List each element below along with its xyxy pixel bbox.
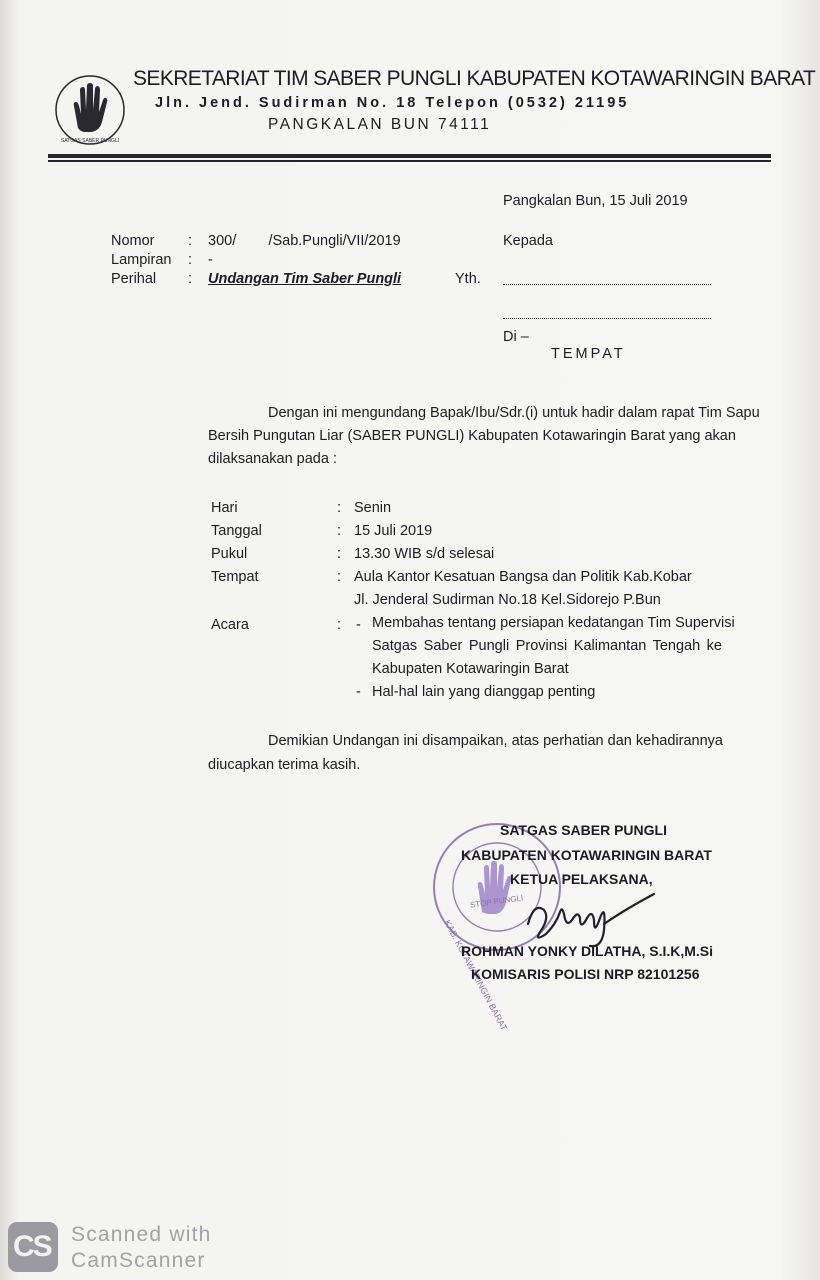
camscanner-logo-text: CS <box>13 1230 51 1263</box>
perihal-value: Undangan Tim Saber Pungli <box>208 271 402 287</box>
acara-colon: : <box>337 617 342 633</box>
stamp-text: KAB. KOTAWARINGIN BARAT <box>442 918 510 1033</box>
nomor-value: 300/ /Sab.Pungli/VII/2019 <box>208 233 401 249</box>
watermark-line-2: CamScanner <box>71 1249 206 1272</box>
camscanner-logo-icon <box>8 1222 58 1272</box>
tempat-label: Tempat <box>211 569 259 585</box>
letterhead-address: Jln. Jend. Sudirman No. 18 Telepon (0532) 21195 <box>155 95 630 111</box>
intro-line-3: dilaksanakan pada : <box>208 451 337 467</box>
hari-colon: : <box>337 500 342 516</box>
pukul-label: Pukul <box>211 546 248 562</box>
saber-pungli-logo-icon <box>52 72 128 148</box>
letterhead-title: SEKRETARIAT TIM SABER PUNGLI KABUPATEN KOTAWARINGIN BARAT <box>133 67 816 90</box>
acara-item1-line-3: Kabupaten Kotawaringin Barat <box>372 661 569 677</box>
intro-line-2: Bersih Pungutan Liar (SABER PUNGLI) Kabupaten Kotawaringin Barat yang akan <box>208 428 736 444</box>
perihal-colon: : <box>188 271 193 287</box>
kepada-label: Kepada <box>503 233 553 249</box>
acara-label: Acara <box>211 617 249 633</box>
tanggal-label: Tanggal <box>211 523 262 539</box>
signature-line-3: KETUA PELAKSANA, <box>510 871 653 887</box>
closing-line-1: Demikian Undangan ini disampaikan, atas perhatian dan kehadirannya <box>268 733 723 749</box>
nomor-colon: : <box>188 233 193 249</box>
tanggal-value: 15 Juli 2019 <box>354 523 433 539</box>
svg-text:STOP PUNGLI: STOP PUNGLI <box>469 893 524 910</box>
nomor-label: Nomor <box>111 233 155 249</box>
date-line: Pangkalan Bun, 15 Juli 2019 <box>503 193 688 209</box>
pukul-colon: : <box>337 546 342 562</box>
intro-line-1: Dengan ini mengundang Bapak/Ibu/Sdr.(i) untuk hadir dalam rapat Tim Sapu <box>268 405 760 421</box>
hari-label: Hari <box>211 500 238 516</box>
signature-line-1: SATGAS SABER PUNGLI <box>500 822 667 838</box>
yth-label: Yth. <box>455 271 481 287</box>
lampiran-value: - <box>208 252 213 268</box>
acara-item2: Hal-hal lain yang dianggap penting <box>372 684 596 700</box>
acara-item1-line-1: Membahas tentang persiapan kedatangan Tim Supervisi <box>372 615 735 631</box>
acara-dash-1: - <box>356 617 361 633</box>
watermark-line-1: Scanned with <box>71 1223 212 1246</box>
tempat-heading: TEMPAT <box>551 346 626 362</box>
signature-line-2: KABUPATEN KOTAWARINGIN BARAT <box>461 847 712 863</box>
tanggal-colon: : <box>337 523 342 539</box>
di-label: Di – <box>503 329 529 345</box>
pukul-value: 13.30 WIB s/d selesai <box>354 546 495 562</box>
acara-item1-line-2: Satgas Saber Pungli Provinsi Kalimantan Tengah ke <box>372 638 722 654</box>
tempat-colon: : <box>337 569 342 585</box>
closing-line-2: diucapkan terima kasih. <box>208 757 361 773</box>
tempat-value-2: Jl. Jenderal Sudirman No.18 Kel.Sidorejo P.Bun <box>354 592 661 608</box>
signatory-rank: KOMISARIS POLISI NRP 82101256 <box>471 966 700 982</box>
letterhead-rule-thin <box>48 160 771 162</box>
hari-value: Senin <box>354 500 392 516</box>
logo-text: SATGAS SABER PUNGLI <box>60 138 120 144</box>
signatory-name: ROHMAN YONKY DILATHA, S.I.K,M.Si <box>461 943 714 959</box>
recipient-dotted-line-2 <box>503 318 711 319</box>
lampiran-colon: : <box>188 252 193 268</box>
acara-dash-2: - <box>356 684 361 700</box>
letterhead-rule-thick <box>48 154 771 158</box>
tempat-value-1: Aula Kantor Kesatuan Bangsa dan Politik Kab.Kobar <box>354 569 692 585</box>
lampiran-label: Lampiran <box>111 252 172 268</box>
perihal-label: Perihal <box>111 271 157 287</box>
recipient-dotted-line-1 <box>503 284 711 285</box>
letterhead-city: PANGKALAN BUN 74111 <box>268 116 492 133</box>
